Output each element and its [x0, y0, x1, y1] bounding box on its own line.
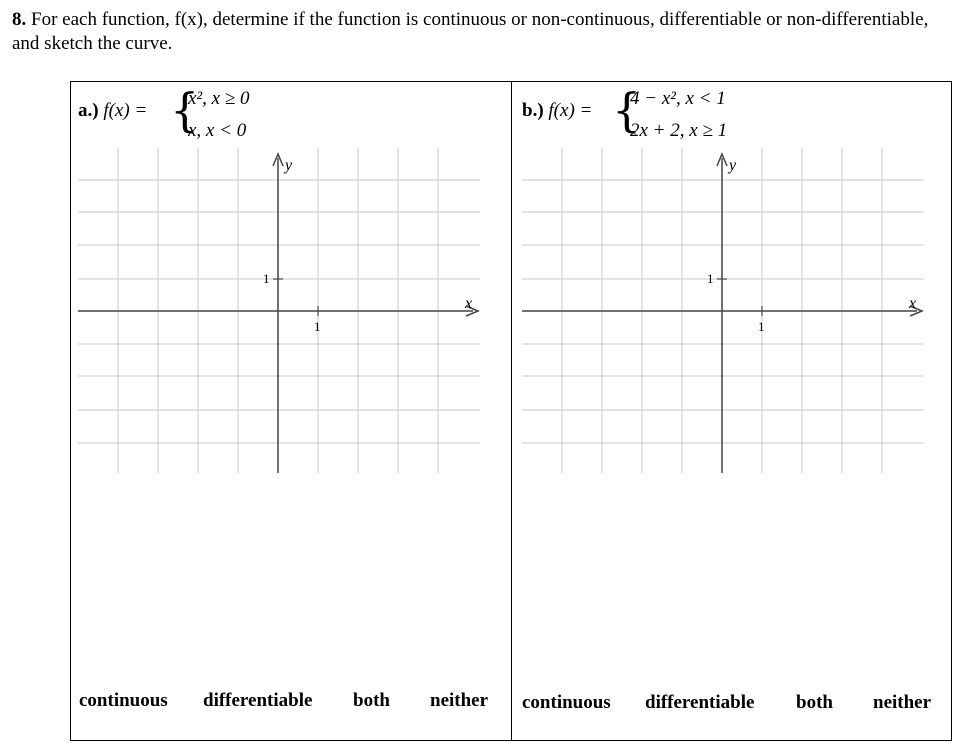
question-number: 8. — [12, 9, 27, 30]
part-a-choice-both[interactable]: both — [353, 690, 390, 711]
part-a-y-label: y — [285, 157, 293, 174]
part-b-label: b.) — [522, 100, 544, 121]
part-b-y-label: y — [729, 157, 737, 174]
part-b-choice-both[interactable]: both — [796, 692, 833, 713]
part-a-brace: { — [170, 83, 200, 137]
part-b-case2: 2x + 2, x ≥ 1 — [630, 120, 728, 141]
part-a-choice-differentiable[interactable]: differentiable — [203, 690, 313, 711]
part-a-label-group — [78, 100, 147, 122]
question-body: For each function, f(x), determine if the function is continuous or non-continuous, differentiable or non-differentiable, and sketch the curve. — [12, 9, 929, 54]
part-b-label-group — [522, 100, 592, 122]
part-b-choice-differentiable[interactable]: differentiable — [645, 692, 755, 713]
part-a-graph[interactable] — [78, 148, 480, 473]
part-b-brace: { — [612, 83, 642, 137]
part-b-x-label: x — [909, 295, 917, 312]
part-a-func: f(x) = — [103, 100, 148, 121]
part-b-y-tick: 1 — [707, 271, 714, 286]
part-b-choice-neither[interactable]: neither — [873, 692, 932, 713]
part-a-case2: x, x < 0 — [188, 120, 247, 141]
part-b-x-tick: 1 — [758, 319, 765, 334]
part-b-case1: 4 − x², x < 1 — [630, 88, 726, 109]
part-a-y-tick: 1 — [263, 271, 270, 286]
part-a-choice-neither[interactable]: neither — [430, 690, 489, 711]
part-a-case1: x², x ≥ 0 — [188, 88, 250, 109]
part-b-func: f(x) = — [548, 100, 593, 121]
question-text — [12, 8, 952, 56]
part-a-x-tick: 1 — [314, 319, 321, 334]
part-b-choice-continuous[interactable]: continuous — [522, 692, 611, 713]
part-a-x-label: x — [465, 295, 473, 312]
part-a-label: a.) — [78, 100, 99, 121]
table-divider — [511, 81, 512, 741]
part-b-graph[interactable] — [522, 148, 924, 473]
part-a-choice-continuous[interactable]: continuous — [79, 690, 168, 711]
